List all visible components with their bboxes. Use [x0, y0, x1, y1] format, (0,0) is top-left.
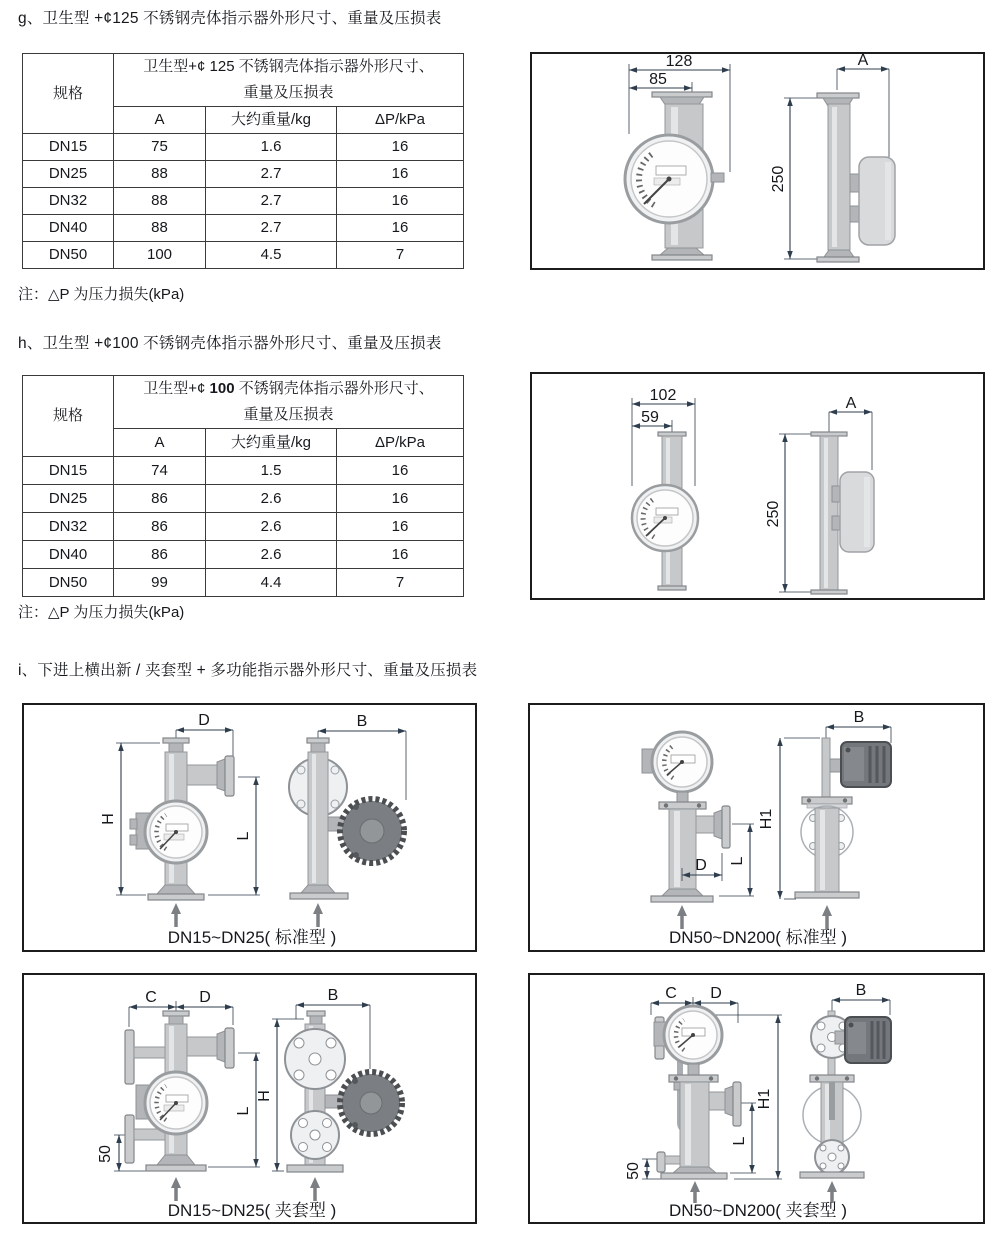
dim-label-50: 50 [625, 1162, 642, 1180]
cell-weight: 2.6 [206, 513, 337, 541]
section-g-heading: g、卫生型 +¢125 不锈钢壳体指示器外形尺寸、重量及压损表 [18, 10, 442, 27]
cell-dp: 16 [337, 134, 464, 161]
panel-dn50-200-standard [528, 703, 985, 952]
cell-spec: DN15 [23, 134, 114, 161]
panel-caption: DN50~DN200( 夹套型 ) [668, 1201, 848, 1220]
table-title-line1: 卫生型+¢ 125 不锈钢壳体指示器外形尺寸、 [143, 58, 434, 75]
cell-dp: 16 [337, 485, 464, 513]
dim-label-102: 102 [649, 387, 677, 404]
table-row [23, 457, 464, 485]
section-g-note: 注：△P 为压力损失(kPa) [18, 286, 185, 303]
cell-weight: 4.4 [206, 569, 337, 597]
cell-weight: 2.7 [206, 188, 337, 215]
table-row [23, 513, 464, 541]
dn15-25-standard-drawing [24, 705, 475, 950]
table-title-line1: 卫生型+¢ 100 不锈钢壳体指示器外形尺寸、 [143, 380, 434, 397]
dim-label-50: 50 [97, 1145, 114, 1163]
flow-arrow-icon [822, 905, 832, 929]
col-header-dp: ΔP/kPa [337, 107, 464, 134]
panel-caption: DN15~DN25( 夹套型 ) [167, 1201, 337, 1220]
cell-weight: 2.7 [206, 161, 337, 188]
cell-spec: DN32 [23, 513, 114, 541]
dim-label-d: D [199, 989, 211, 1006]
table-row [23, 376, 464, 429]
panel-dn50-200-jacketed [528, 973, 985, 1224]
dim-label-l: L [729, 856, 746, 866]
dim-label-a: A [845, 395, 857, 412]
col-header-weight: 大约重量/kg [206, 107, 337, 134]
cell-a: 86 [114, 513, 206, 541]
table-row [23, 161, 464, 188]
meter-front-view [130, 738, 234, 900]
section-h-table [22, 375, 464, 597]
dim-label-b: B [327, 987, 339, 1004]
section-h-heading: h、卫生型 +¢100 不锈钢壳体指示器外形尺寸、重量及压损表 [18, 335, 442, 352]
panel-caption: DN50~DN200( 标准型 ) [668, 928, 848, 947]
dn50-200-standard-drawing [530, 705, 983, 950]
cell-a: 99 [114, 569, 206, 597]
table-corner-cell: 规格 [23, 54, 114, 134]
cell-a: 100 [114, 242, 206, 269]
dim-label-b: B [855, 982, 867, 999]
cell-weight: 2.7 [206, 215, 337, 242]
col-header-a: A [114, 107, 206, 134]
cell-a: 86 [114, 541, 206, 569]
col-header-dp: ΔP/kPa [337, 429, 464, 457]
dim-label-a: A [857, 54, 869, 69]
flow-arrow-icon [677, 905, 687, 929]
table-title-line2: 重量及压损表 [243, 84, 334, 101]
flow-arrow-icon [171, 903, 181, 927]
dim-label-b: B [356, 713, 368, 730]
meter-side-view [285, 1011, 402, 1172]
cell-spec: DN32 [23, 188, 114, 215]
dim-label-59: 59 [641, 409, 659, 426]
dim-label-128: 128 [665, 54, 693, 70]
meter-front-view [125, 1011, 234, 1171]
table-row [23, 569, 464, 597]
cell-a: 88 [114, 215, 206, 242]
table-row [23, 134, 464, 161]
cell-weight: 1.6 [206, 134, 337, 161]
dim-label-l: L [235, 831, 252, 841]
col-header-weight: 大约重量/kg [206, 429, 337, 457]
cell-dp: 7 [337, 569, 464, 597]
dim-label-250: 250 [765, 500, 782, 528]
table-row [23, 242, 464, 269]
flow-arrow-icon [171, 1177, 181, 1201]
panel-dn15-25-standard [22, 703, 477, 952]
sanitary-125-drawing [532, 54, 983, 268]
dim-label-l: L [235, 1106, 252, 1116]
section-i-heading: i、下进上横出新 / 夹套型 + 多功能指示器外形尺寸、重量及压损表 [18, 662, 478, 679]
meter-side-view [817, 93, 895, 262]
panel-caption: DN15~DN25( 标准型 ) [167, 928, 337, 947]
cell-spec: DN15 [23, 457, 114, 485]
cell-weight: 2.6 [206, 541, 337, 569]
meter-side-view [289, 738, 404, 899]
dim-label-250: 250 [770, 165, 787, 193]
cell-dp: 16 [337, 188, 464, 215]
meter-front-view [625, 92, 724, 260]
title-bold-100: 100 [209, 380, 235, 397]
table-corner-cell: 规格 [23, 376, 114, 457]
section-g-diagram-panel [530, 52, 985, 270]
dim-label-d: D [710, 985, 722, 1002]
table-row [23, 485, 464, 513]
dim-label-c: C [145, 989, 157, 1006]
section-g-table [22, 53, 464, 269]
cell-a: 74 [114, 457, 206, 485]
table-title-cell [114, 376, 464, 429]
cell-weight: 1.5 [206, 457, 337, 485]
dn15-25-jacketed-drawing [24, 975, 475, 1222]
table-row [23, 541, 464, 569]
cell-dp: 16 [337, 215, 464, 242]
meter-front-view [632, 432, 698, 590]
cell-weight: 2.6 [206, 485, 337, 513]
cell-a: 75 [114, 134, 206, 161]
meter-side-view [795, 738, 891, 898]
cell-weight: 4.5 [206, 242, 337, 269]
flow-arrow-icon [690, 1181, 700, 1203]
flow-arrow-icon [827, 1181, 837, 1203]
dn50-200-jacketed-drawing [530, 975, 983, 1222]
cell-spec: DN25 [23, 485, 114, 513]
dim-label-c: C [665, 985, 677, 1002]
cell-dp: 7 [337, 242, 464, 269]
col-header-a: A [114, 429, 206, 457]
dim-label-l: L [731, 1136, 748, 1146]
dim-label-h1: H1 [756, 1088, 773, 1110]
cell-spec: DN25 [23, 161, 114, 188]
cell-spec: DN50 [23, 242, 114, 269]
sanitary-100-drawing [532, 374, 983, 598]
meter-side-view [800, 1011, 891, 1178]
flow-arrow-icon [313, 903, 323, 927]
dim-label-h: H [100, 813, 117, 825]
cell-a: 88 [114, 161, 206, 188]
dim-label-b: B [853, 709, 865, 726]
dim-label-h1: H1 [758, 808, 775, 830]
cell-spec: DN50 [23, 569, 114, 597]
cell-dp: 16 [337, 541, 464, 569]
cell-dp: 16 [337, 161, 464, 188]
dim-label-h: H [256, 1090, 273, 1102]
flow-arrow-icon [310, 1177, 320, 1201]
meter-side-view [811, 432, 874, 594]
cell-a: 86 [114, 485, 206, 513]
dim-label-d: D [198, 712, 210, 729]
table-title-cell [114, 54, 464, 107]
dim-label-85: 85 [649, 71, 667, 88]
table-row [23, 188, 464, 215]
panel-dn15-25-jacketed [22, 973, 477, 1224]
section-h-diagram-panel [530, 372, 985, 600]
dim-label-d: D [695, 857, 707, 874]
section-h-note: 注：△P 为压力损失(kPa) [18, 604, 185, 621]
table-row [23, 54, 464, 107]
cell-dp: 16 [337, 513, 464, 541]
meter-front-view [654, 1006, 741, 1179]
table-row [23, 215, 464, 242]
cell-spec: DN40 [23, 541, 114, 569]
cell-a: 88 [114, 188, 206, 215]
cell-spec: DN40 [23, 215, 114, 242]
cell-dp: 16 [337, 457, 464, 485]
table-title-line2: 重量及压损表 [243, 406, 334, 423]
